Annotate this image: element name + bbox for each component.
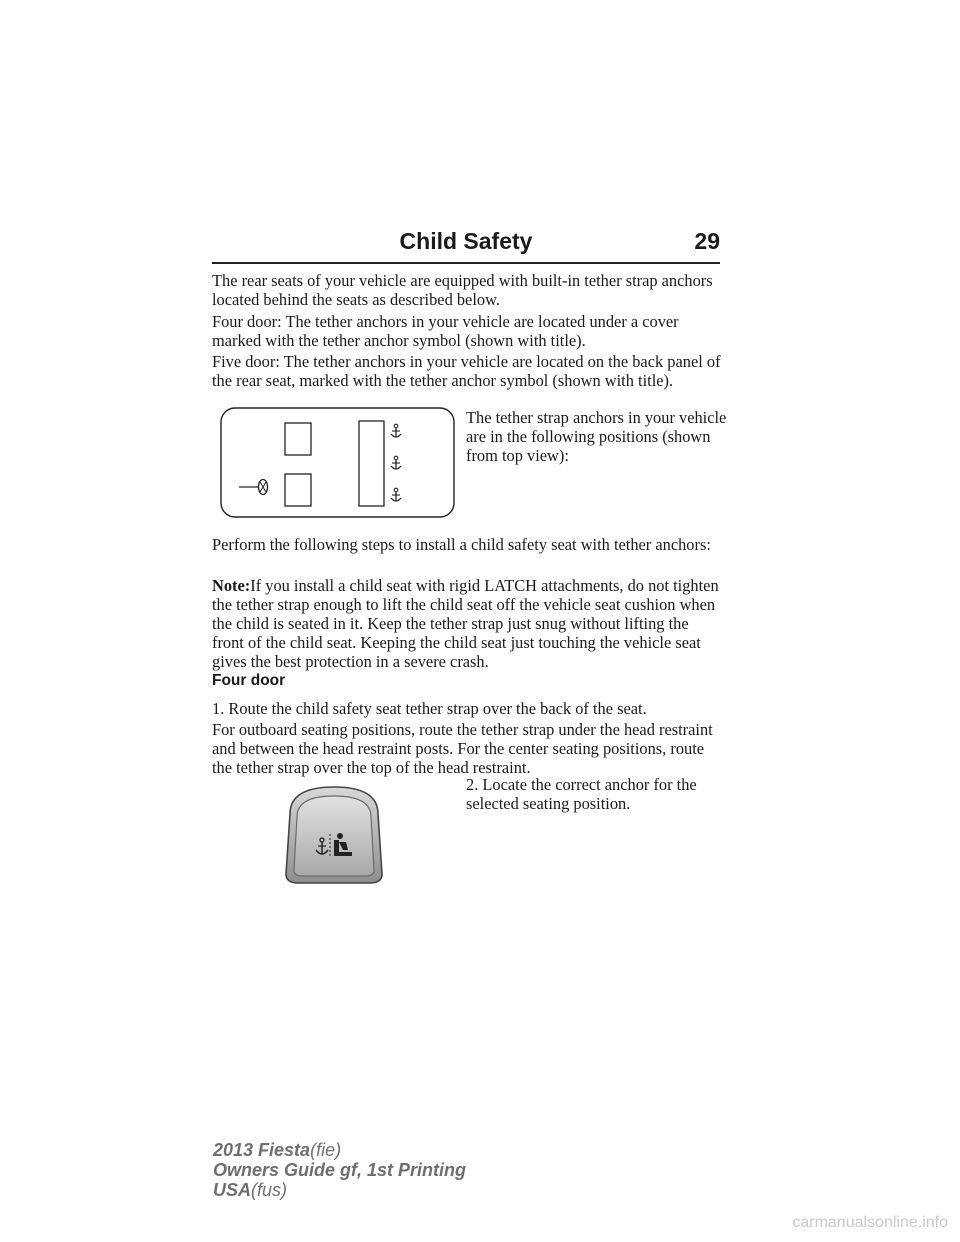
step-2: 2. Locate the correct anchor for the selected seating position.: [466, 775, 697, 813]
anchor-positions-diagram: [220, 407, 456, 524]
paragraph-positions: The tether strap anchors in your vehicle are in the following positions (shown from top view):: [466, 408, 727, 465]
steering-wheel-icon: [239, 480, 268, 495]
subheading-four-door: Four door: [212, 672, 286, 689]
paragraph-four-door: Four door: The tether anchors in your vehicle are located under a cover marked with the tether anchor symbol (shown with title).: [212, 312, 679, 350]
anchor-icon: [391, 456, 401, 469]
watermark: carmanualsonline.info: [792, 1214, 948, 1231]
paragraph-intro: The rear seats of your vehicle are equipped with built-in tether strap anchors located behind the seats as described below.: [212, 271, 713, 309]
section-title: Child Safety: [399, 228, 533, 254]
note-label: Note:: [212, 576, 251, 595]
anchor-icon: [391, 488, 401, 501]
tether-anchor-cover-icon: [282, 784, 386, 891]
paragraph-routing: For outboard seating positions, route the tether strap under the head restraint and between the head restraint posts. For the center seating positions, route the tether strap over the top of the head restraint.: [212, 720, 713, 777]
step-1: 1. Route the child safety seat tether strap over the back of the seat.: [212, 699, 647, 718]
footer-guide: Owners Guide gf, 1st Printing: [213, 1160, 467, 1180]
footer-model: 2013 Fiesta: [213, 1140, 311, 1160]
note-text: If you install a child seat with rigid LATCH attachments, do not tighten the tether strap enough to lift the child seat off the vehicle seat cushion when the child is seated in it. Keep the tether strap just snug without lifting the front of the child seat. Keeping the child seat just touching the vehicle seat gives the best protection in a severe crash.: [212, 576, 719, 671]
footer-model-code: (fie): [310, 1140, 342, 1160]
page-footer: [213, 1140, 466, 1200]
footer-market: USA: [213, 1180, 252, 1200]
footer-market-code: (fus): [251, 1180, 288, 1200]
paragraph-five-door: Five door: The tether anchors in your vehicle are located on the back panel of the rear seat, marked with the tether anchor symbol (shown with title).: [212, 352, 721, 390]
page-header: [212, 228, 720, 264]
page-number: 29: [694, 228, 720, 254]
note-paragraph: [212, 576, 722, 671]
paragraph-steps-intro: Perform the following steps to install a child safety seat with tether anchors:: [212, 535, 711, 554]
anchor-icon: [391, 424, 401, 437]
